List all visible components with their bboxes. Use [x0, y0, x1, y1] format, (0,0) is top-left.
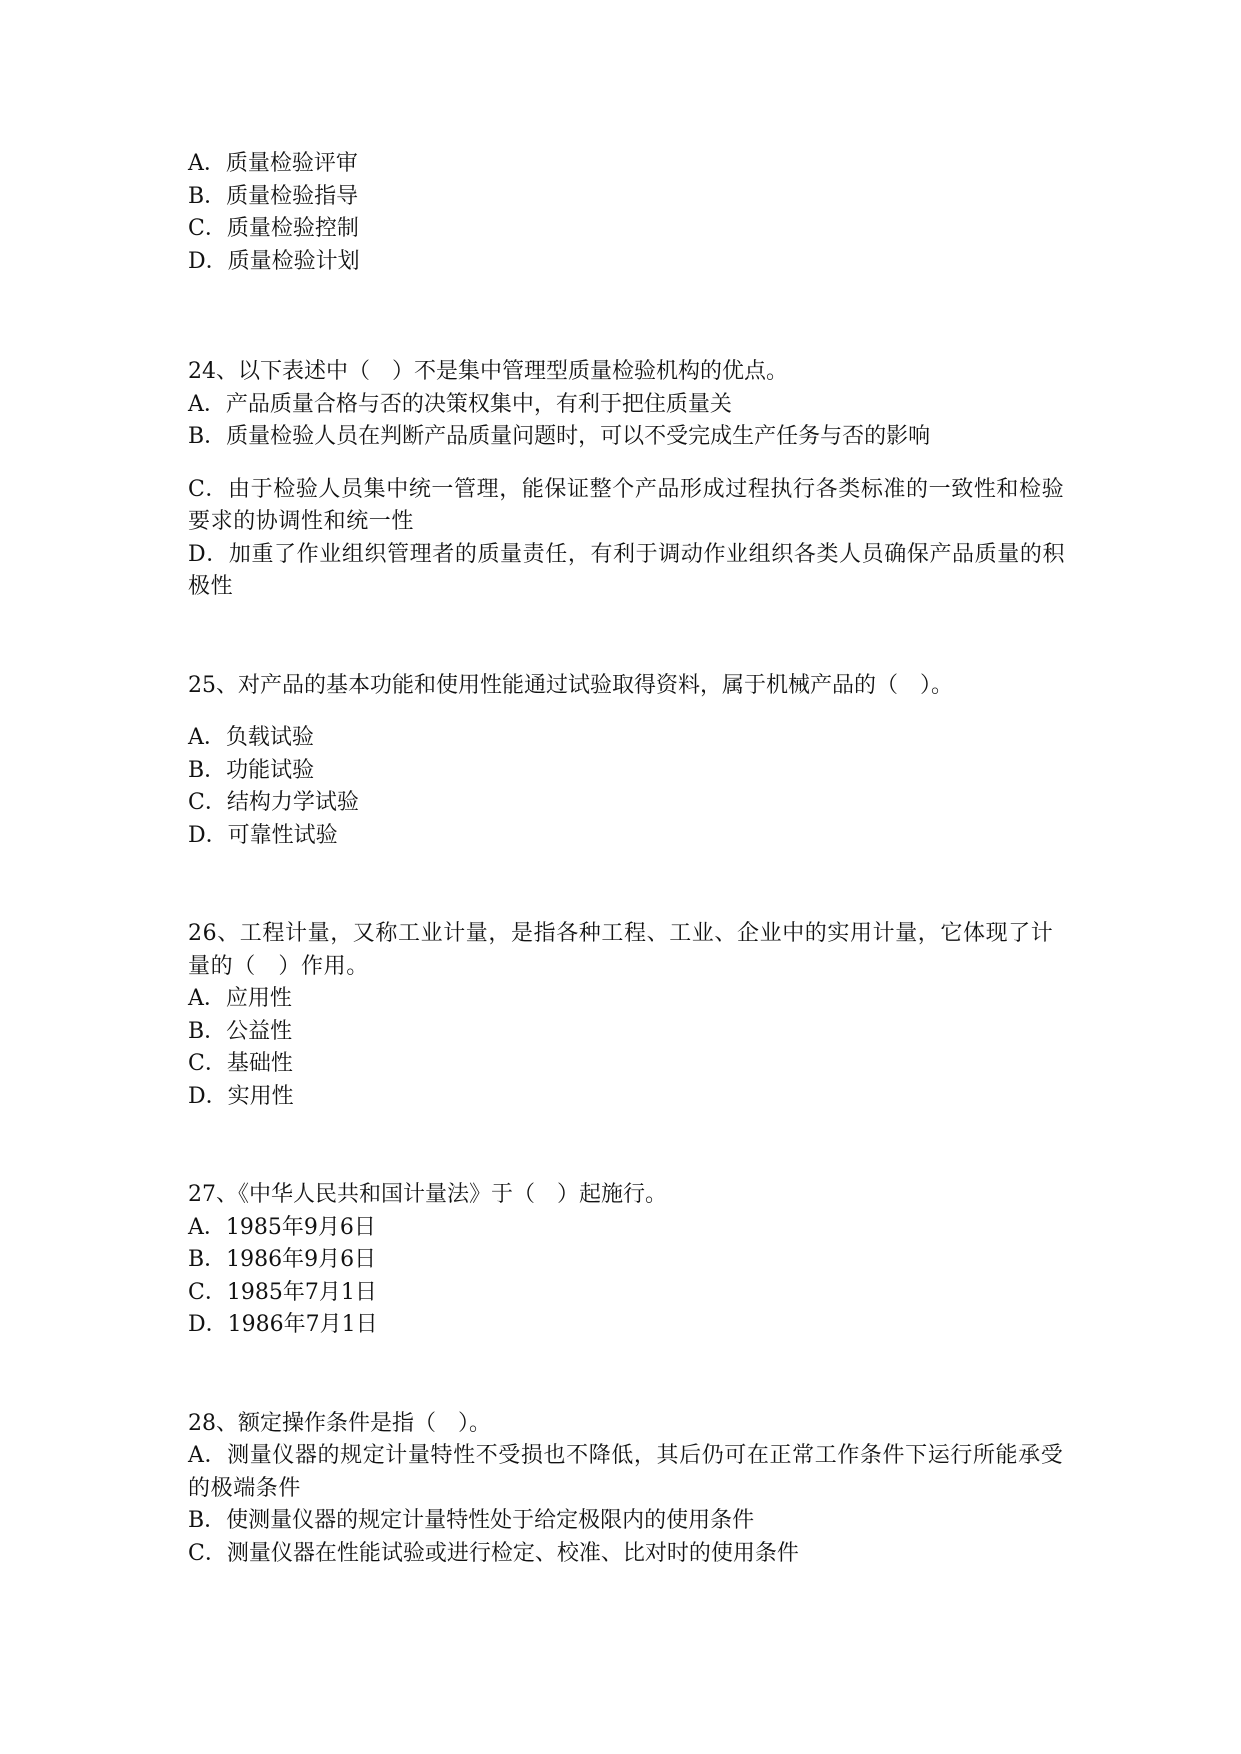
option-d: D．1986年7月1日	[188, 1312, 378, 1337]
option-d: D．加重了作业组织管理者的质量责任，有利于调动作业组织各类人员确保产品质量的积极性	[188, 541, 1066, 599]
question-24	[188, 356, 1068, 604]
option-a: A．质量检验评审	[188, 151, 358, 176]
option-d: D．可靠性试验	[188, 822, 338, 848]
option-d: D．实用性	[188, 1083, 294, 1109]
question-26	[188, 918, 1068, 1113]
option-b: B．公益性	[188, 1018, 293, 1044]
question-stem: 25、对产品的基本功能和使用性能通过试验取得资料，属于机械产品的（ ）。	[188, 672, 953, 698]
option-c: C．结构力学试验	[188, 790, 359, 815]
option-c: C．由于检验人员集中统一管理，能保证整个产品形成过程执行各类标准的一致性和检验要求的协调性和统一性	[188, 476, 1065, 534]
option-a: A．1985年9月6日	[188, 1214, 376, 1240]
question-23-options	[188, 148, 1068, 278]
option-c: C．质量检验控制	[188, 216, 359, 241]
document-page	[188, 148, 1068, 1570]
option-d: D．质量检验计划	[188, 248, 360, 274]
option-a: A．产品质量合格与否的决策权集中，有利于把住质量关	[188, 391, 732, 417]
question-27	[188, 1179, 1068, 1342]
option-b: B．功能试验	[188, 757, 315, 783]
option-b: B．质量检验人员在判断产品质量问题时，可以不受完成生产任务与否的影响	[188, 424, 931, 449]
question-28	[188, 1408, 1068, 1571]
option-a: A．测量仪器的规定计量特性不受损也不降低，其后仍可在正常工作条件下运行所能承受的极端条件	[188, 1443, 1064, 1501]
option-a: A．负载试验	[188, 725, 314, 750]
option-b: B．1986年9月6日	[188, 1247, 377, 1272]
question-25	[188, 670, 1068, 853]
question-stem: 28、额定操作条件是指（ ）。	[188, 1410, 491, 1436]
question-stem: 27、《中华人民共和国计量法》于（ ）起施行。	[188, 1182, 667, 1207]
question-stem: 26、工程计量，又称工业计量，是指各种工程、工业、企业中的实用计量，它体现了计量的（ ）作用。	[188, 921, 1054, 979]
option-b: B．质量检验指导	[188, 183, 359, 209]
option-c: C．测量仪器在性能试验或进行检定、校准、比对时的使用条件	[188, 1540, 799, 1566]
question-stem: 24、以下表述中（ ）不是集中管理型质量检验机构的优点。	[188, 359, 788, 384]
option-b: B．使测量仪器的规定计量特性处于给定极限内的使用条件	[188, 1508, 755, 1533]
option-c: C．基础性	[188, 1051, 293, 1076]
option-a: A．应用性	[188, 986, 292, 1011]
option-c: C．1985年7月1日	[188, 1279, 377, 1305]
